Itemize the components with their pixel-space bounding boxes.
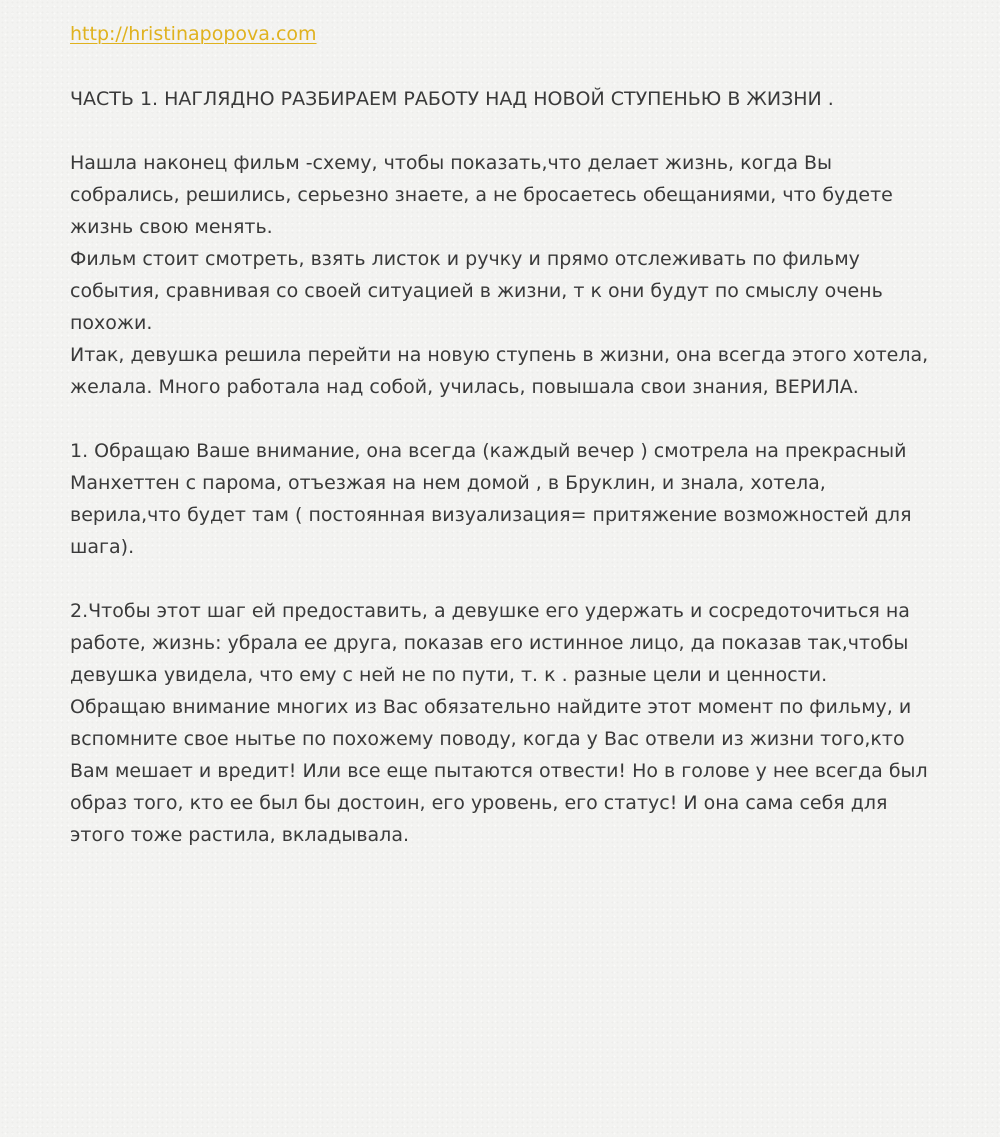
paragraph-spacer	[70, 563, 930, 595]
paragraph-spacer	[70, 403, 930, 435]
attention-paragraph: Обращаю внимание многих из Вас обязательно найдите этот момент по фильму, и вспомните свое нытье по похожему поводу, когда у Вас отвели из жизни того,кто Вам мешает и вредит! Или все еще пытаются отвести! Но в голове у нее всегда был образ того, кто ее был бы достоин, его уровень, его статус! И она сама себя для этого тоже растила, вкладывала.	[70, 696, 928, 846]
website-link[interactable]: http://hristinapopova.com	[70, 23, 317, 45]
paragraph-spacer	[70, 115, 930, 147]
story-paragraph: Итак, девушка решила перейти на новую ступень в жизни, она всегда этого хотела, желала. Много работала над собой, училась, повышала свои знания, ВЕРИЛА.	[70, 344, 929, 398]
document-heading: ЧАСТЬ 1. НАГЛЯДНО РАЗБИРАЕМ РАБОТУ НАД НОВОЙ СТУПЕНЬЮ В ЖИЗНИ .	[70, 88, 834, 110]
point-two-paragraph: 2.Чтобы этот шаг ей предоставить, а девушке его удержать и сосредоточиться на работе, жизнь: убрала ее друга, показав его истинное лицо, да показав так,чтобы девушка увидела, что ему с ней не по пути, т. к . разные цели и ценности.	[70, 600, 910, 686]
point-one-paragraph: 1. Обращаю Ваше внимание, она всегда (каждый вечер ) смотрела на прекрасный Манхеттен с парома, отъезжая на нем домой , в Бруклин, и знала, хотела, верила,что будет там ( постоянная визуализация= притяжение возможностей для шага).	[70, 440, 912, 558]
intro-paragraph: Нашла наконец фильм -схему, чтобы показать,что делает жизнь, когда Вы собрались, решились, серьезно знаете, а не бросаетесь обещаниями, что будете жизнь свою менять.	[70, 152, 893, 238]
watch-advice-paragraph: Фильм стоит смотреть, взять листок и ручку и прямо отслеживать по фильму события, сравнивая со своей ситуацией в жизни, т к они будут по смыслу очень похожи.	[70, 248, 883, 334]
